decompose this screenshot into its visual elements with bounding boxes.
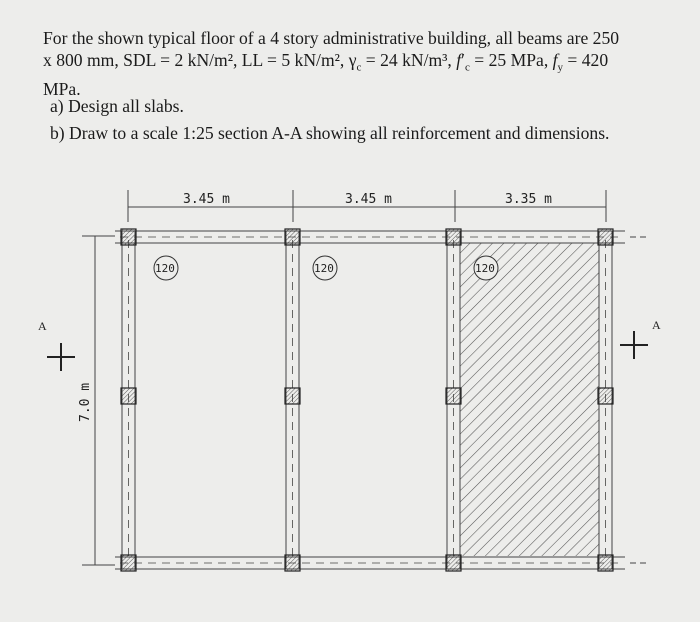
problem-line-3: MPa. — [43, 78, 81, 99]
slab-tag-1 — [154, 256, 178, 280]
column — [121, 229, 136, 245]
problem-line-2-mid: = 24 kN/m³, — [361, 49, 457, 70]
column — [446, 555, 461, 571]
fc-symbol: f — [456, 49, 462, 70]
problem-line-1: For the shown typical floor of a 4 story administrative building, all beams are 250 — [43, 28, 620, 48]
column — [121, 555, 136, 571]
hatched-slab-panel — [460, 243, 599, 556]
span-label-3: 3.35 m — [505, 192, 552, 207]
column — [598, 229, 613, 245]
column — [598, 555, 613, 571]
fc-prime: ′ — [461, 49, 465, 70]
column — [121, 388, 136, 404]
problem-line-2-mid2: = 25 MPa, — [469, 49, 553, 70]
question-b: b) Draw to a scale 1:25 section A-A showing all reinforcement and dimensions. — [50, 123, 610, 143]
fy-symbol: f — [552, 49, 558, 70]
slab-tag-2 — [313, 256, 337, 280]
span-label-2: 3.45 m — [345, 192, 392, 207]
question-a: a) Design all slabs. — [50, 96, 184, 116]
gamma-subscript: c — [356, 61, 362, 74]
span-label-1: 3.45 m — [183, 192, 230, 207]
column — [598, 388, 613, 404]
fy-subscript: y — [557, 61, 564, 74]
problem-line-2-text: x 800 mm, SDL = 2 kN/m², LL = 5 kN/m², γ — [43, 49, 357, 70]
section-label-right: A — [652, 318, 661, 332]
slab-tag-1-text: 120 — [155, 262, 175, 275]
section-label-left: A — [38, 319, 47, 333]
column — [285, 229, 300, 245]
height-label: 7.0 m — [78, 382, 93, 422]
column — [446, 388, 461, 404]
slab-tag-3-text: 120 — [475, 262, 495, 275]
section-marker-right — [620, 331, 648, 359]
problem-line-2-end: = 420 — [563, 49, 609, 70]
fc-subscript: c — [464, 61, 470, 74]
slab-tag-3 — [474, 256, 498, 280]
slab-tag-2-text: 120 — [314, 262, 334, 275]
column — [285, 388, 300, 404]
column — [285, 555, 300, 571]
section-marker-left — [47, 343, 75, 371]
column — [446, 229, 461, 245]
